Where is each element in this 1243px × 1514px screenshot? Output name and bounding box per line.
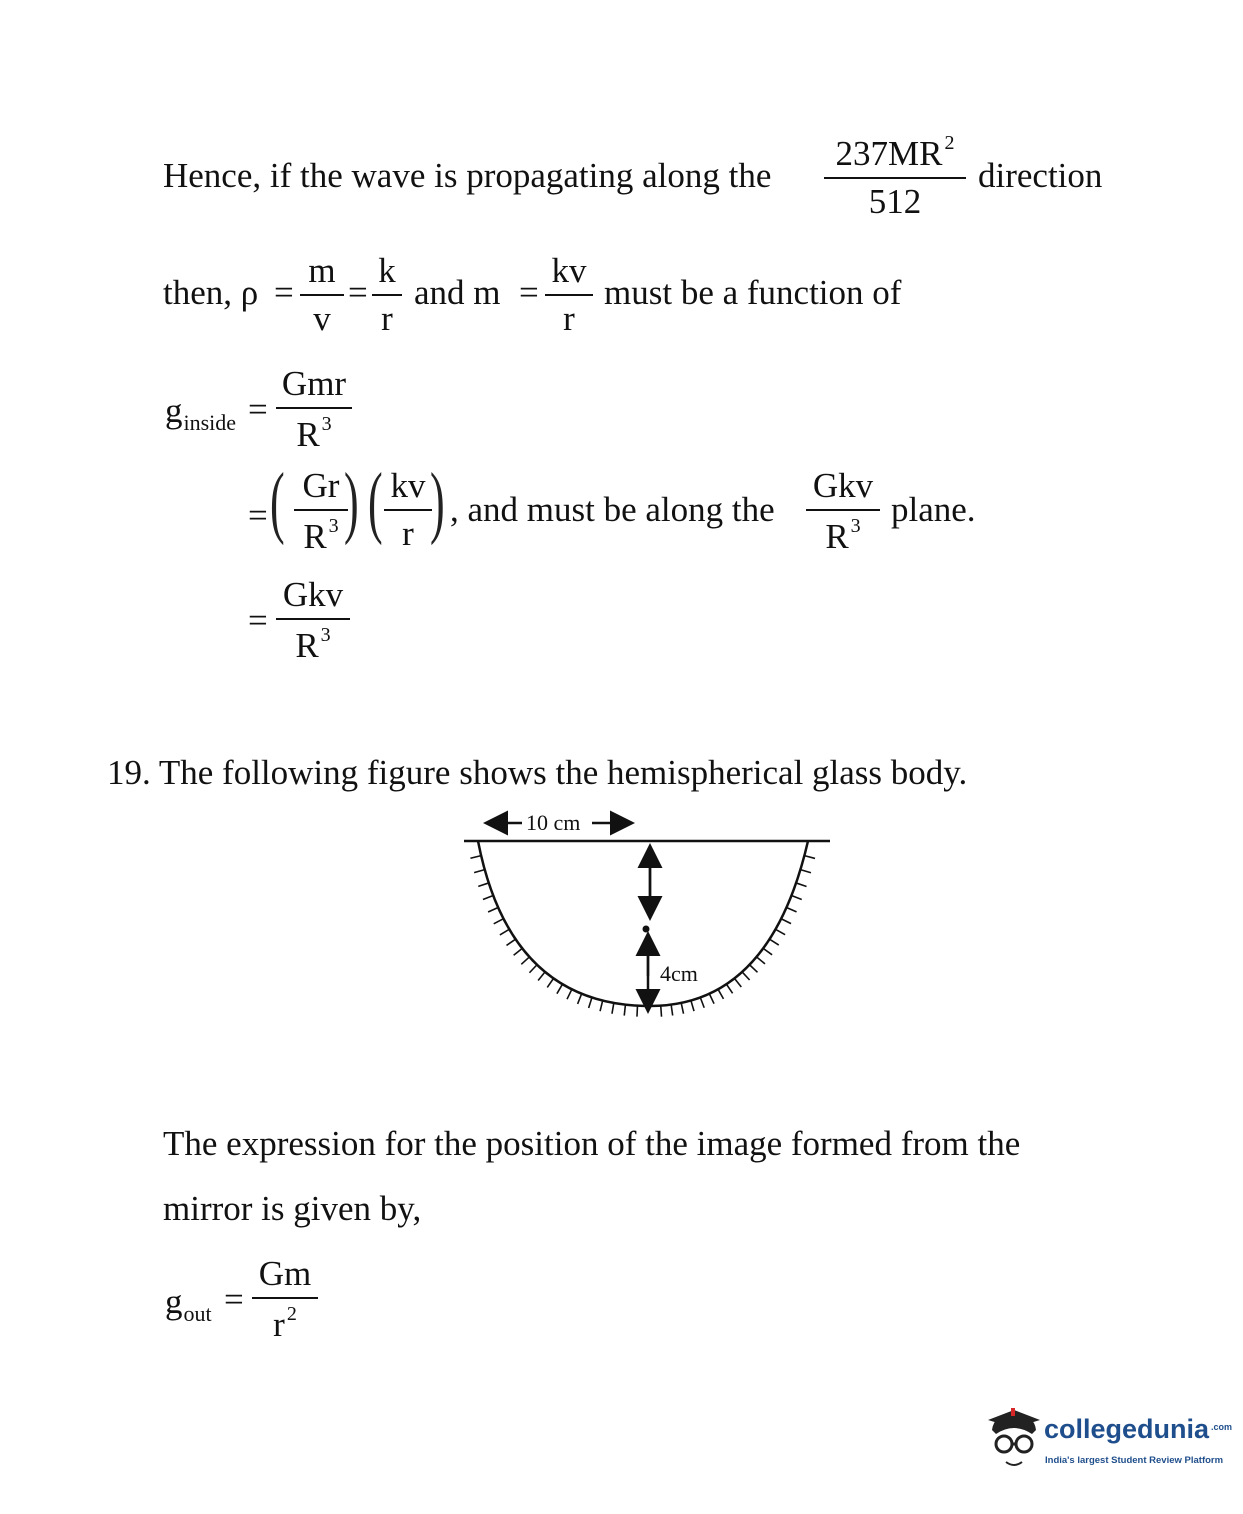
eq1-lhs: $g_{inside}$ xyxy=(165,391,237,435)
eq4-lhs: $g_{out}$ xyxy=(165,1282,212,1326)
hatch-mark xyxy=(637,1006,638,1017)
right-paren: ) xyxy=(343,458,359,546)
left-paren: ( xyxy=(269,458,285,546)
fraction-bar xyxy=(384,509,432,511)
logo-name: collegedunia $^{.com}$ xyxy=(1044,1414,1233,1444)
hatch-mark xyxy=(742,972,749,980)
hatch-mark xyxy=(494,919,504,924)
mascot-icon xyxy=(984,1408,1044,1472)
question-number: 19. xyxy=(107,753,151,792)
question-text: The following figure shows the hemispherical glass body. xyxy=(158,753,968,792)
hatch-mark xyxy=(624,1005,625,1016)
line2-tail: must be a function of xyxy=(604,273,902,312)
frac-den: R $^3$ xyxy=(303,515,339,556)
fraction-bar xyxy=(252,1297,318,1299)
eq3-fraction xyxy=(276,577,350,663)
equals-sign: = xyxy=(248,390,268,429)
frac-den: r $^2$ xyxy=(273,1303,297,1344)
fraction-bar xyxy=(294,509,348,511)
hatch-mark xyxy=(757,957,765,964)
line2-frac1 xyxy=(300,253,344,336)
hatch-mark xyxy=(726,984,732,993)
equals-sign: = xyxy=(224,1280,244,1319)
frac-num: kv xyxy=(551,251,587,290)
eq2-frac-kv xyxy=(384,468,432,551)
equals-sign: = xyxy=(274,273,294,312)
frac-num: Gmr xyxy=(281,364,347,403)
frac-den: r xyxy=(563,299,575,338)
para-line1: The expression for the position of the image formed from the xyxy=(163,1124,1021,1163)
frac-num: m xyxy=(308,251,336,290)
hatch-mark xyxy=(781,919,791,924)
hatch-mark xyxy=(718,989,723,999)
frac-num: Gr xyxy=(302,466,340,505)
hatch-mark xyxy=(538,972,545,981)
line1-frac-num: 237MR $^2$ xyxy=(835,132,955,173)
equals-sign: = xyxy=(248,496,268,535)
hatch-mark xyxy=(483,896,493,900)
hatch-mark xyxy=(612,1003,614,1014)
frac-num: k xyxy=(378,251,396,290)
width-label: 10 cm xyxy=(526,810,581,835)
equals-sign: = xyxy=(248,601,268,640)
frac-den: R $^3$ xyxy=(295,624,331,665)
line2-frac2 xyxy=(372,253,402,336)
hatch-mark xyxy=(796,883,806,887)
hatch-mark xyxy=(589,997,592,1007)
hatch-mark xyxy=(521,957,529,964)
hatch-mark xyxy=(709,994,714,1004)
hatch-mark xyxy=(763,948,772,954)
hatch-mark xyxy=(474,870,485,873)
line2-frac3 xyxy=(545,253,593,336)
hatch-mark xyxy=(478,883,488,886)
fraction-bar xyxy=(806,509,880,511)
hatch-mark xyxy=(671,1005,673,1016)
hatch-mark xyxy=(776,929,786,934)
hatch-mark xyxy=(804,856,815,859)
question-19 xyxy=(107,755,967,790)
fraction-bar xyxy=(276,407,352,409)
collegedunia-logo[interactable] xyxy=(984,1408,1233,1478)
eq2-frac-gkv xyxy=(806,468,880,554)
fraction-bar xyxy=(824,177,966,179)
hatch-mark xyxy=(734,978,741,987)
center-dot xyxy=(643,926,650,933)
line2-lead: then, ρ xyxy=(163,273,259,312)
line1-tail: direction xyxy=(978,156,1103,195)
frac-num: Gkv xyxy=(812,466,874,505)
hatch-mark xyxy=(800,870,811,873)
eq1-fraction xyxy=(276,366,352,452)
fraction-bar xyxy=(300,294,344,296)
hatch-mark xyxy=(506,939,515,945)
frac-den: r xyxy=(402,514,414,553)
hatch-mark xyxy=(700,997,704,1007)
line2-mid: and m xyxy=(414,273,501,312)
line1-text: Hence, if the wave is propagating along the xyxy=(163,156,772,195)
fraction-bar xyxy=(372,294,402,296)
hatch-mark xyxy=(691,1001,694,1012)
frac-den: R $^3$ xyxy=(825,515,861,556)
hatching xyxy=(470,856,815,1017)
hatch-mark xyxy=(488,907,498,912)
frac-den: v xyxy=(313,299,331,338)
hatch-mark xyxy=(578,994,582,1004)
logo-suffix: .com xyxy=(1211,1422,1233,1432)
frac-num: Gkv xyxy=(282,575,344,614)
equals-sign: = xyxy=(519,273,539,312)
hatch-mark xyxy=(557,984,563,993)
fraction-bar xyxy=(276,618,350,620)
frac-num: kv xyxy=(390,466,426,505)
hemisphere-figure xyxy=(450,806,870,1036)
hatch-mark xyxy=(529,965,537,973)
left-paren: ( xyxy=(367,458,383,546)
right-paren: ) xyxy=(429,458,445,546)
hatch-mark xyxy=(750,965,758,973)
hatch-mark xyxy=(786,907,796,911)
logo-tagline: India's largest Student Review Platform xyxy=(1045,1455,1224,1466)
hatch-mark xyxy=(470,856,481,859)
hatch-mark xyxy=(600,1001,603,1012)
eq2-mid: , and must be along the xyxy=(450,490,775,529)
frac-den: r xyxy=(381,299,393,338)
eq4-fraction xyxy=(252,1256,318,1342)
equals-sign: = xyxy=(348,273,368,312)
line1-fraction xyxy=(824,133,966,219)
para-line2: mirror is given by, xyxy=(163,1189,422,1228)
hatch-mark xyxy=(500,929,509,935)
eq2-tail: plane. xyxy=(891,490,976,529)
hatch-mark xyxy=(770,939,779,945)
depth-label: 4cm xyxy=(660,961,698,986)
eq2-frac-gr xyxy=(294,468,348,554)
hemisphere-outline xyxy=(478,841,808,1006)
hatch-mark xyxy=(567,989,572,999)
hatch-mark xyxy=(514,948,523,955)
fraction-bar xyxy=(545,294,593,296)
hatch-mark xyxy=(791,896,801,900)
line1-frac-den: 512 xyxy=(868,182,922,221)
hatch-mark xyxy=(661,1006,662,1017)
hatch-mark xyxy=(547,978,553,987)
frac-den: R $^3$ xyxy=(296,413,332,454)
frac-num: Gm xyxy=(258,1254,312,1293)
hatch-mark xyxy=(681,1003,683,1014)
